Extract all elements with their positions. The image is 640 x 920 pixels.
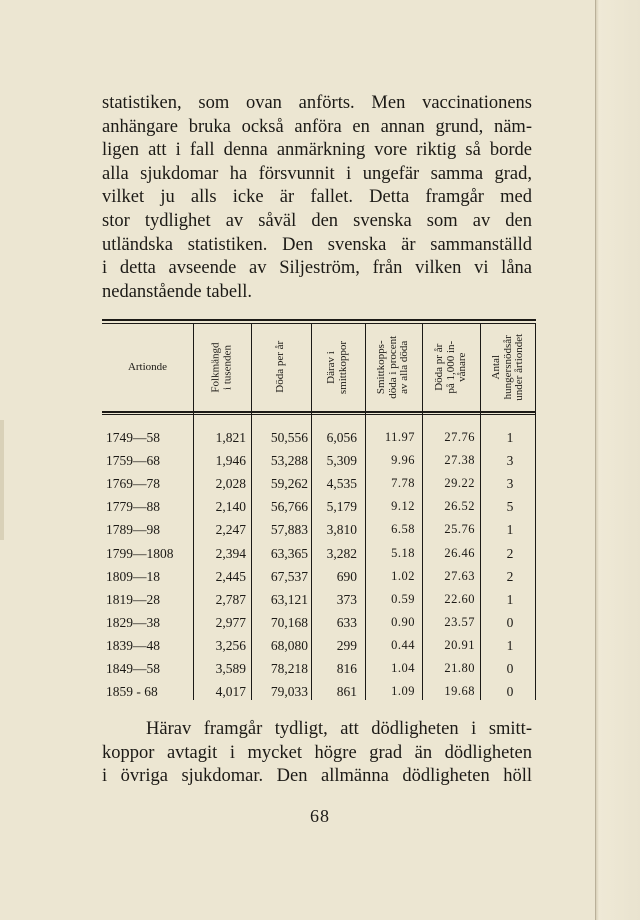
table-cell: 19.68	[444, 684, 475, 699]
header-cell	[422, 326, 480, 408]
table-cell: 2,787	[215, 591, 246, 607]
table-cell: 59,262	[270, 476, 308, 492]
table-row	[102, 499, 536, 522]
table-cell: 3	[506, 476, 514, 492]
table-cell: 1769—78	[106, 476, 160, 492]
table-row	[102, 453, 536, 476]
table-cell: 1799—1808	[106, 545, 174, 561]
header-label: Artionde	[127, 361, 168, 373]
text-line: Härav framgår tydligt, att dödligheten i smitt-	[146, 719, 532, 739]
table-cell: 3	[506, 453, 514, 469]
header-label: Döda per år	[274, 341, 287, 393]
table-cell: 26.46	[444, 545, 475, 560]
header-label: Smittkopps- döda i procent av alla döda	[375, 335, 411, 399]
table-cell: 1,946	[215, 453, 246, 469]
table-cell: 57,883	[270, 522, 308, 538]
table-row	[102, 546, 536, 569]
table-cell: 78,218	[270, 661, 308, 676]
margin-stain	[0, 420, 4, 540]
text-line: alla sjukdomar ha försvunnit i ungefär samma grad,	[102, 163, 532, 184]
header-cell	[480, 326, 536, 408]
table-cell: 1,821	[215, 430, 246, 445]
table-cell: 4,017	[215, 684, 246, 700]
table-rule	[102, 319, 536, 321]
header-label: Antal hungersnödsår under årtiondet	[489, 333, 525, 401]
table-cell: 3,282	[326, 545, 357, 561]
table-cell: 3,810	[326, 522, 357, 538]
table-cell: 1829—38	[106, 614, 160, 630]
text-line: nedanstående tabell.	[102, 281, 252, 302]
table-cell: 11.97	[384, 430, 415, 444]
table-rule	[102, 411, 536, 413]
text-line: vilket ju alls icke är fallet. Detta framgår med	[102, 187, 532, 208]
table-cell: 861	[336, 684, 357, 700]
table-cell: 1789—98	[106, 522, 160, 538]
table-row	[102, 569, 536, 592]
table-cell: 26.52	[444, 499, 475, 514]
table-cell: 1.09	[391, 684, 415, 699]
table-cell: 29.22	[444, 476, 475, 491]
table-cell: 1.02	[391, 568, 415, 583]
text-line: anhängare bruka också anföra en annan grund, näm-	[102, 116, 532, 137]
table-cell: 1	[506, 430, 514, 445]
table-cell: 0.90	[391, 614, 415, 629]
table-cell: 1.04	[391, 661, 415, 675]
table-cell: 79,033	[270, 684, 308, 700]
table-cell: 63,365	[270, 545, 308, 561]
table-cell: 2	[506, 545, 514, 561]
page-number: 68	[310, 806, 330, 826]
table-cell: 0.59	[391, 591, 415, 606]
table-cell: 2,977	[215, 614, 246, 630]
table-row	[102, 592, 536, 615]
table-cell: 2,028	[215, 476, 246, 492]
table-row	[102, 430, 536, 453]
table-cell: 7.78	[391, 476, 415, 491]
table-row	[102, 661, 536, 684]
table-cell: 1809—18	[106, 568, 160, 584]
table-cell: 27.63	[444, 568, 475, 583]
header-cell	[193, 326, 251, 408]
table-cell: 27.38	[444, 453, 475, 468]
text-line: utländska statistiken. Den svenska är sammanställd	[102, 234, 532, 255]
text-line: koppor avtagit i mycket högre grad än dödligheten	[102, 742, 532, 763]
table-cell: 4,535	[326, 476, 357, 492]
table-cell: 63,121	[270, 591, 308, 607]
table-row	[102, 476, 536, 499]
table-cell: 23.57	[444, 614, 475, 629]
table-cell: 27.76	[444, 430, 475, 444]
table-cell: 0	[506, 661, 514, 676]
paragraph-intro	[102, 92, 532, 304]
text-line: stor tydlighet av såväl den svenska som av den	[102, 210, 532, 231]
table-cell: 633	[336, 614, 357, 630]
page-edge	[595, 0, 640, 920]
table-cell: 67,537	[270, 568, 308, 584]
table-rule	[102, 323, 536, 324]
table-cell: 1	[506, 637, 514, 653]
table-row	[102, 522, 536, 545]
table-cell: 9.96	[391, 453, 415, 468]
header-cell	[251, 326, 311, 408]
header-label: Döda pr år på 1,000 in- vånare	[432, 340, 468, 394]
table-cell: 53,288	[270, 453, 308, 469]
table-cell: 0.44	[391, 637, 415, 652]
table-cell: 6.58	[391, 522, 415, 537]
table-cell: 0	[506, 614, 514, 630]
table-cell: 299	[336, 637, 357, 653]
table-row	[102, 684, 536, 707]
table-cell: 1849—58	[106, 661, 160, 676]
header-label: Folkmängd i tusenden	[209, 341, 233, 393]
table-cell: 5.18	[391, 545, 415, 560]
table-cell: 2,140	[215, 499, 246, 515]
table-cell: 56,766	[270, 499, 308, 515]
text-line: ligen att i fall denna anmärkning vore riktig så borde	[102, 140, 532, 161]
text-line: i övriga sjukdomar. Den allmänna dödligheten höll	[102, 766, 532, 787]
table-cell: 3,589	[215, 661, 246, 676]
table-cell: 373	[336, 591, 357, 607]
table-cell: 50,556	[270, 430, 308, 445]
header-label: Därav i smittkoppor	[325, 340, 349, 394]
table-cell: 5,309	[326, 453, 357, 469]
table-cell: 5,179	[326, 499, 357, 515]
table-row	[102, 615, 536, 638]
table-cell: 68,080	[270, 637, 308, 653]
paragraph-conclusion	[102, 718, 532, 789]
table-cell: 1779—88	[106, 499, 160, 515]
table-cell: 1759—68	[106, 453, 160, 469]
table-cell: 1	[506, 522, 514, 538]
table-cell: 6,056	[326, 430, 357, 445]
table-cell: 2,247	[215, 522, 246, 538]
text-line: i detta avseende av Siljeström, från vilken vi låna	[102, 258, 532, 279]
table-cell: 816	[336, 661, 357, 676]
table-cell: 25.76	[444, 522, 475, 537]
table-rule	[102, 414, 536, 415]
table-cell: 2	[506, 568, 514, 584]
table-cell: 690	[336, 568, 357, 584]
text-line: statistiken, som ovan anförts. Men vaccinationens	[102, 93, 532, 113]
table-row	[102, 638, 536, 661]
table-cell: 1859 - 68	[106, 684, 158, 700]
table-cell: 22.60	[444, 591, 475, 606]
header-cell	[311, 326, 365, 408]
table-cell: 70,168	[270, 614, 308, 630]
table-cell: 9.12	[391, 499, 415, 514]
table-cell: 1839—48	[106, 637, 160, 653]
header-cell	[365, 326, 422, 408]
table-cell: 21.80	[444, 661, 475, 675]
table-cell: 2,445	[215, 568, 246, 584]
table-cell: 5	[506, 499, 514, 515]
table-cell: 0	[506, 684, 514, 700]
table-cell: 3,256	[215, 637, 246, 653]
header-cell	[102, 326, 193, 408]
table-cell: 20.91	[444, 637, 475, 652]
table-cell: 1	[506, 591, 514, 607]
table-cell: 1819—28	[106, 591, 160, 607]
table-cell: 2,394	[215, 545, 246, 561]
table-cell: 1749—58	[106, 430, 160, 445]
